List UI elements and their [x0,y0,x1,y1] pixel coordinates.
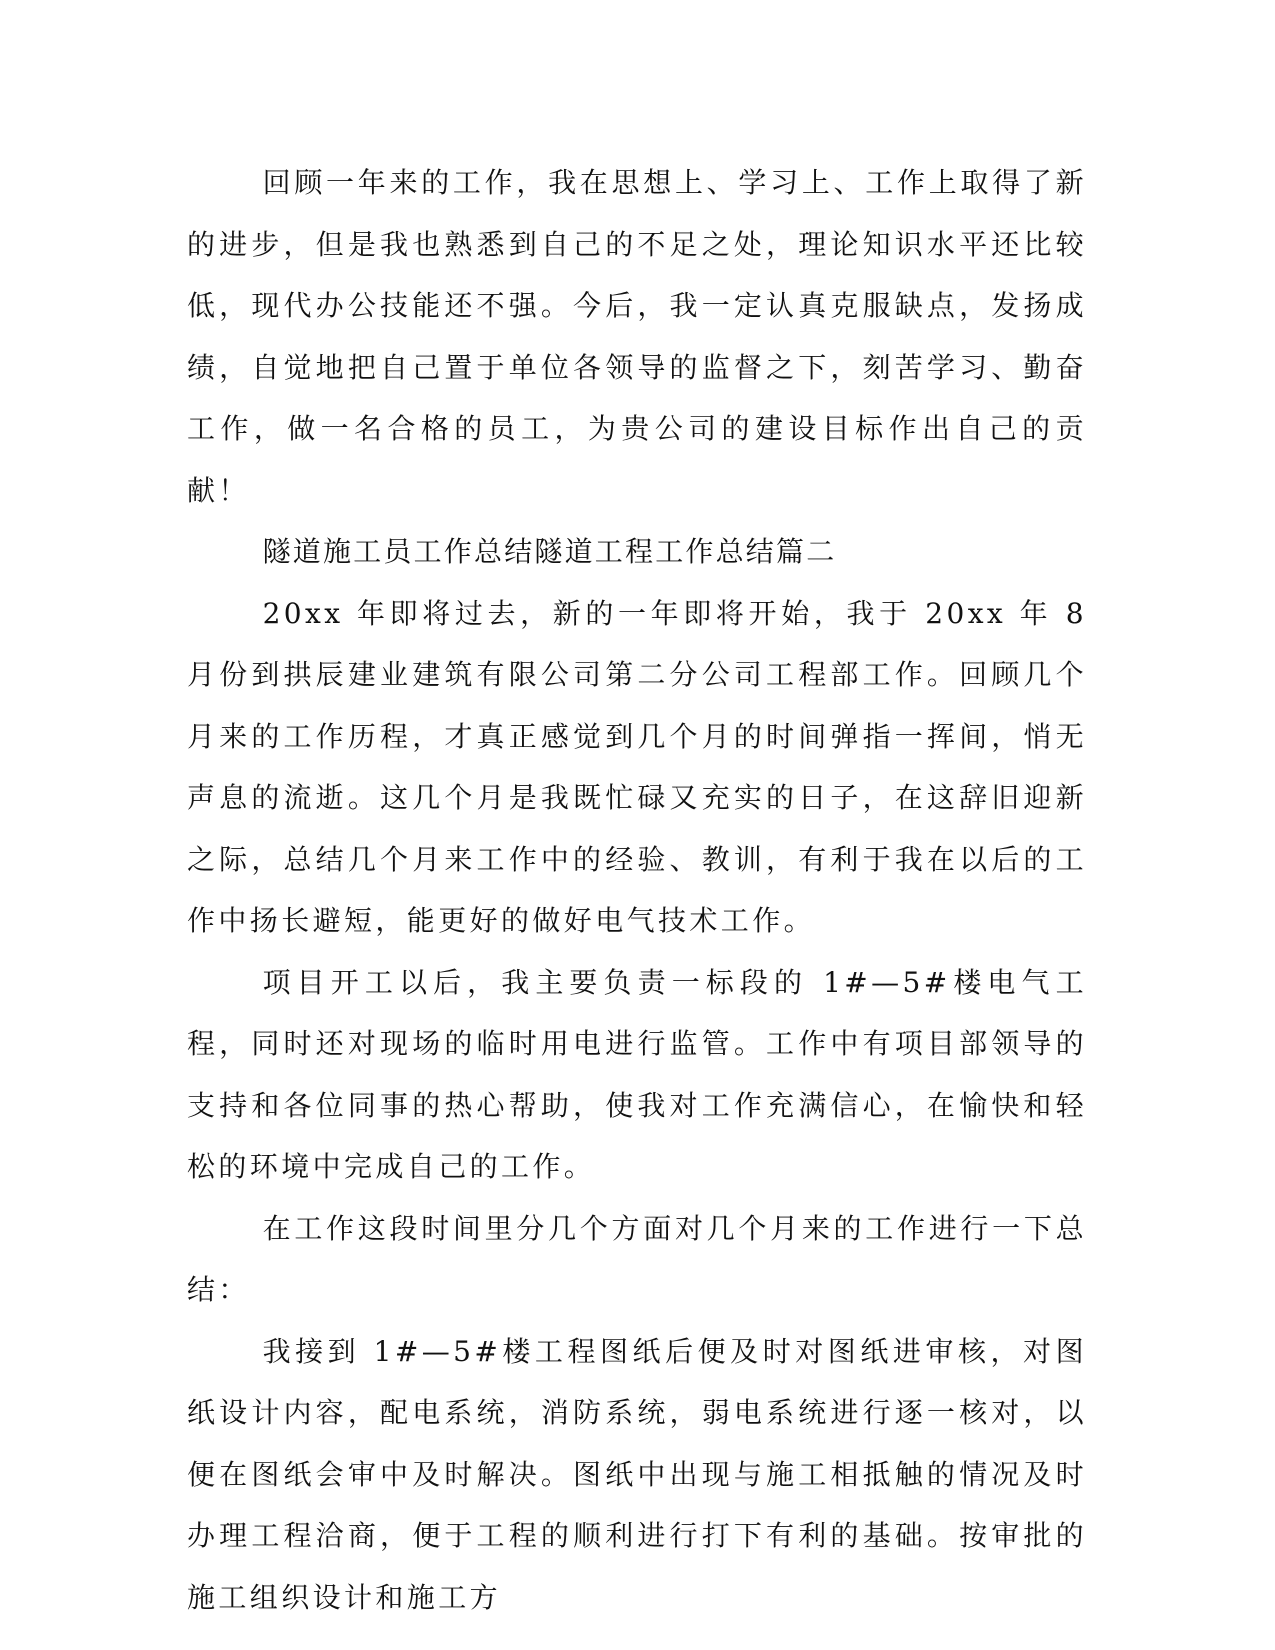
paragraph-summary-intro: 在工作这段时间里分几个方面对几个月来的工作进行一下总结： [187,1211,1087,1306]
paragraph-responsibilities: 项目开工以后，我主要负责一标段的 1#—5#楼电气工程，同时还对现场的临时用电进行监管。工作中有项目部领导的支持和各位同事的热心帮助，使我对工作充满信心，在愉快和轻松的环境中完成自己的工作。 [187,965,1087,1183]
section-heading: 隧道施工员工作总结隧道工程工作总结篇二 [262,535,837,568]
paragraph-introduction: 20xx 年即将过去，新的一年即将开始，我于 20xx 年 8 月份到拱辰建业建筑有限公司第二分公司工程部工作。回顾几个月来的工作历程，才真正感觉到几个月的时间弹指一挥间，悄无声息的流逝。这几个月是我既忙碌又充实的日子，在这辞旧迎新之际，总结几个月来工作中的经验、教训，有利于我在以后的工作中扬长避短，能更好的做好电气技术工作。 [187,596,1087,937]
paragraph-review-conclusion: 回顾一年来的工作，我在思想上、学习上、工作上取得了新的进步，但是我也熟悉到自己的不足之处，理论知识水平还比较低，现代办公技能还不强。今后，我一定认真克服缺点，发扬成绩，自觉地把自己置于单位各领导的监督之下，刻苦学习、勤奋工作，做一名合格的员工，为贵公司的建设目标作出自己的贡献！ [187,166,1087,507]
paragraph-drawing-review: 我接到 1#—5#楼工程图纸后便及时对图纸进审核，对图纸设计内容，配电系统，消防系统，弱电系统进行逐一核对，以便在图纸会审中及时解决。图纸中出现与施工相抵触的情况及时办理工程洽商，便于工程的顺利进行打下有利的基础。按审批的施工组织设计和施工方 [187,1334,1087,1614]
document-body [187,152,1087,1628]
